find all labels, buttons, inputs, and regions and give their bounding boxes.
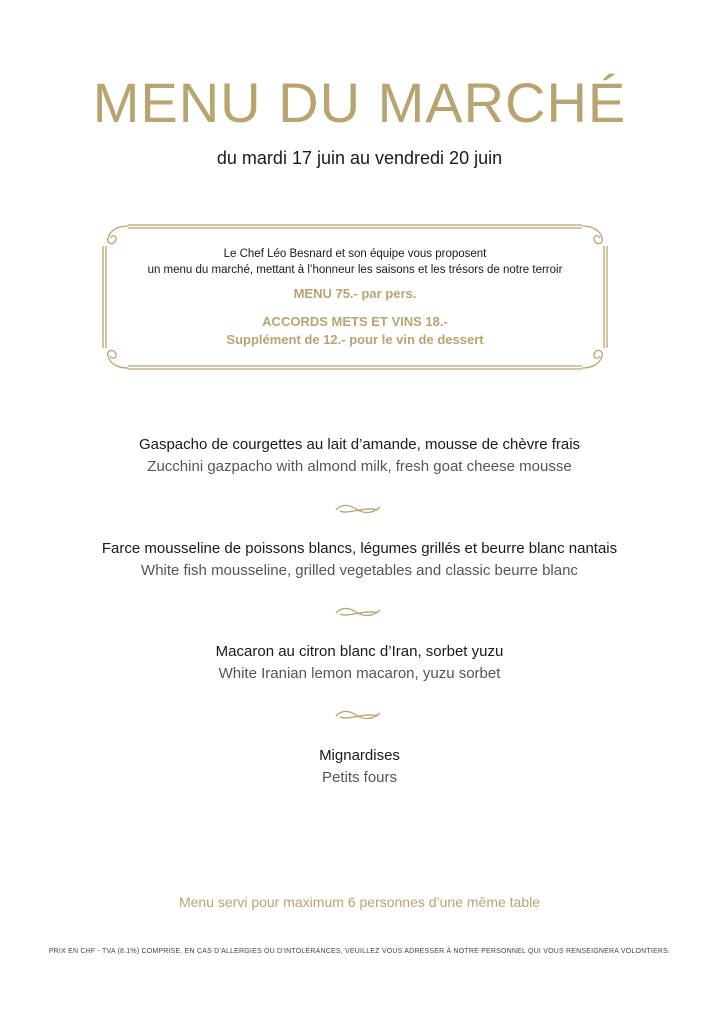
course-english: Petits fours (321, 769, 398, 786)
course-french: Gaspacho de courgettes au lait d’amande, mousse de chèvre frais (138, 436, 581, 453)
wine-pairing-price: ACCORDS METS ET VINS 18.- (262, 314, 448, 329)
course-english: White fish mousseline, grilled vegetables and classic beurre blanc (141, 562, 578, 579)
menu-title: MENU DU MARCHÉ (92, 71, 627, 134)
course-3 (0, 641, 719, 685)
table-size-note: Menu servi pour maximum 6 personnes d’une même table (178, 894, 541, 910)
intro-frame (100, 222, 610, 372)
course-english: Zucchini gazpacho with almond milk, fresh goat cheese mousse (147, 458, 572, 475)
flourish-divider-icon (334, 708, 384, 722)
dessert-wine-supplement: Supplément de 12.- pour le vin de dessert (226, 332, 484, 347)
flourish-divider-icon (334, 605, 384, 619)
course-french: Macaron au citron blanc d’Iran, sorbet yuzu (215, 643, 504, 660)
intro-line-1: Le Chef Léo Besnard et son équipe vous proposent (223, 248, 487, 260)
intro-line-2: un menu du marché, mettant à l’honneur les saisons et les trésors de notre terroir (147, 264, 563, 276)
flourish-divider-icon (334, 502, 384, 516)
course-english: White Iranian lemon macaron, yuzu sorbet (218, 665, 501, 682)
course-1 (0, 434, 719, 478)
course-4 (0, 745, 719, 789)
menu-dates: du mardi 17 juin au vendredi 20 juin (216, 148, 503, 168)
course-french: Farce mousseline de poissons blancs, légumes grillés et beurre blanc nantais (101, 540, 618, 557)
menu-price: MENU 75.- par pers. (293, 286, 417, 301)
price-allergy-footer: PRIX EN CHF - TVA (8.1%) COMPRISE. EN CAS D’ALLERGIES OU D’INTOLÉRANCES, VEUILLEZ VOUS ADRESSER À NOTRE PERSONNEL QUI VOUS RENSEIGNERA VOLONTIERS. (48, 948, 671, 955)
course-2 (0, 538, 719, 582)
course-french: Mignardises (319, 747, 400, 764)
